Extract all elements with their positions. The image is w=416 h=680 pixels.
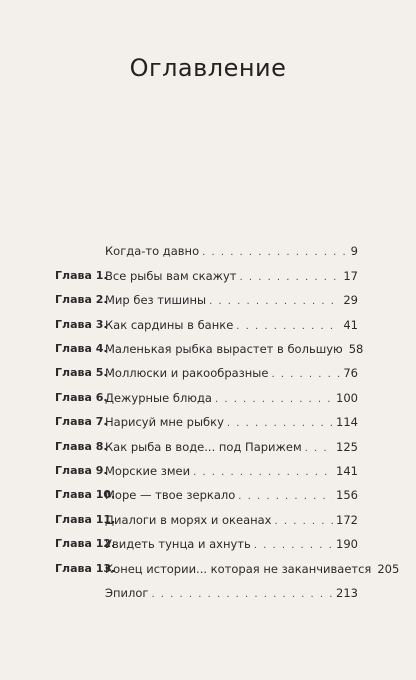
chapter-label: Глава 13. <box>55 562 116 575</box>
toc-entry-chapter-13 <box>0 559 416 579</box>
dot-leader <box>275 512 334 532</box>
toc-entry-chapter-1 <box>0 266 416 286</box>
dot-leader <box>240 268 341 288</box>
dot-leader <box>202 243 348 263</box>
toc-entry-chapter-11 <box>0 510 416 530</box>
page-number: 141 <box>336 464 358 478</box>
page-title: Оглавление <box>129 54 287 83</box>
page-number: 58 <box>348 342 364 356</box>
chapter-label: Глава 11. <box>55 513 116 526</box>
toc-entry-chapter-12 <box>0 534 416 554</box>
page-number: 17 <box>343 269 358 283</box>
entry-title: Эпилог <box>105 586 149 600</box>
entry-title: Нарисуй мне рыбку <box>105 415 224 429</box>
dot-leader <box>305 439 333 459</box>
page-number: 41 <box>343 318 358 332</box>
chapter-label: Глава 12. <box>55 537 116 550</box>
toc-entry-chapter-10 <box>0 485 416 505</box>
page-number: 156 <box>336 488 358 502</box>
page-number: 114 <box>336 415 358 429</box>
page-number: 29 <box>343 293 358 307</box>
page-number: 190 <box>336 537 358 551</box>
entry-title: Диалоги в морях и океанах <box>105 513 272 527</box>
dot-leader <box>151 585 333 605</box>
entry-title: Маленькая рыбка вырастет в большую <box>105 342 343 356</box>
dot-leader <box>236 317 340 337</box>
page-number: 9 <box>350 244 358 258</box>
entry-title: Как сардины в банке <box>105 318 234 332</box>
dot-leader <box>271 365 340 385</box>
page-number: 100 <box>336 391 358 405</box>
entry-title: Все рыбы вам скажут <box>105 269 237 283</box>
toc-entry-chapter-2 <box>0 290 416 310</box>
entry-title: Конец истории... которая не заканчивается <box>105 562 372 576</box>
entry-title: Как рыба в воде... под Парижем <box>105 440 302 454</box>
toc-entry-chapter-3 <box>0 315 416 335</box>
dot-leader <box>238 487 333 507</box>
toc-entry-chapter-7 <box>0 412 416 432</box>
toc-entry-chapter-9 <box>0 461 416 481</box>
toc-entry-chapter-6 <box>0 388 416 408</box>
dot-leader <box>193 463 333 483</box>
dot-leader <box>227 414 333 434</box>
page-number: 213 <box>336 586 358 600</box>
toc-entry-chapter-8 <box>0 437 416 457</box>
chapter-label: Глава 9. <box>55 464 108 477</box>
page-number: 172 <box>336 513 358 527</box>
toc-entry-chapter-5 <box>0 363 416 383</box>
page-number: 76 <box>343 366 358 380</box>
toc-entry-epilogue <box>0 583 416 603</box>
chapter-label: Глава 7. <box>55 415 108 428</box>
chapter-label: Глава 4. <box>55 342 108 355</box>
toc-entry-prologue <box>0 241 416 261</box>
chapter-label: Глава 3. <box>55 318 108 331</box>
page-number: 125 <box>336 440 358 454</box>
chapter-label: Глава 10. <box>55 488 116 501</box>
entry-title: Море — твое зеркало <box>105 488 236 502</box>
entry-title: Когда-то давно <box>105 244 200 258</box>
entry-title: Дежурные блюда <box>105 391 212 405</box>
chapter-label: Глава 1. <box>55 269 108 282</box>
entry-title: Мир без тишины <box>105 293 207 307</box>
chapter-label: Глава 2. <box>55 293 108 306</box>
dot-leader <box>254 536 333 556</box>
toc-entry-chapter-4 <box>0 339 416 359</box>
entry-title: Увидеть тунца и ахнуть <box>105 537 251 551</box>
entry-title: Морские змеи <box>105 464 191 478</box>
dot-leader <box>209 292 340 312</box>
chapter-label: Глава 8. <box>55 440 108 453</box>
dot-leader <box>215 390 333 410</box>
entry-title: Моллюски и ракообразные <box>105 366 269 380</box>
page-number: 205 <box>377 562 400 576</box>
chapter-label: Глава 6. <box>55 391 108 404</box>
chapter-label: Глава 5. <box>55 366 108 379</box>
